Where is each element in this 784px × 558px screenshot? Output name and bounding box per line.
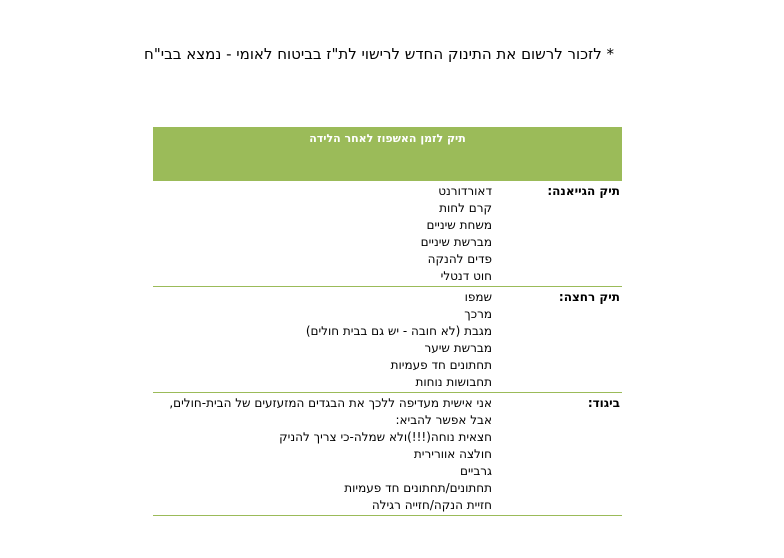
- list-item: חוט דנטלי: [440, 269, 492, 283]
- list-item: תחתונים חד פעמיות: [390, 358, 492, 372]
- list-item: דאורדורנט: [438, 184, 492, 198]
- section-clothing: [153, 392, 622, 515]
- list-item: אני אישית מעדיפה ללכך את הבגדים המזעזעים של הבית-חולים,: [169, 396, 492, 410]
- section-items: [153, 289, 492, 391]
- section-items: [153, 183, 492, 285]
- list-item: חזיית הנקה/חזייה רגילה: [371, 498, 492, 512]
- list-item: תחבושות נוחות: [415, 375, 492, 389]
- list-item: שמפו: [464, 290, 492, 304]
- list-item: מברשת שיער: [424, 341, 492, 355]
- list-item: מגבת (לא חובה - יש גם בבית חולים): [305, 324, 492, 338]
- section-items: [153, 395, 492, 514]
- list-item: גרביים: [460, 464, 492, 478]
- list-item: קרם לחות: [439, 201, 492, 215]
- list-item: חולצה אוורירית: [413, 447, 492, 461]
- list-item: מרכך: [464, 307, 492, 321]
- list-item: אבל אפשר להביא:: [395, 413, 492, 427]
- section-label: תיק הגייאנה:: [547, 184, 620, 198]
- list-item: פדים להנקה: [427, 252, 492, 266]
- list-item: חצאית נוחה(!!!)ולא שמלה-כי צריך להניק: [279, 430, 492, 444]
- section-label: תיק רחצה:: [558, 290, 620, 304]
- section-hygiene: [153, 180, 622, 286]
- section-bath: [153, 286, 622, 392]
- table-header: תיק לזמן האשפוז לאחר הלידה: [153, 127, 622, 180]
- reminder-note: * לזכור לרשום את התינוק החדש לרישוי לת"ז בביטוח לאומי - נמצא בבי"ח: [144, 45, 614, 63]
- section-label: ביגוד:: [587, 396, 620, 410]
- list-item: משחת שיניים: [426, 218, 492, 232]
- list-item: מברשת שיניים: [420, 235, 492, 249]
- list-item: תחתונים/תחתונים חד פעמיות: [344, 481, 492, 495]
- packing-list-table: [153, 127, 622, 516]
